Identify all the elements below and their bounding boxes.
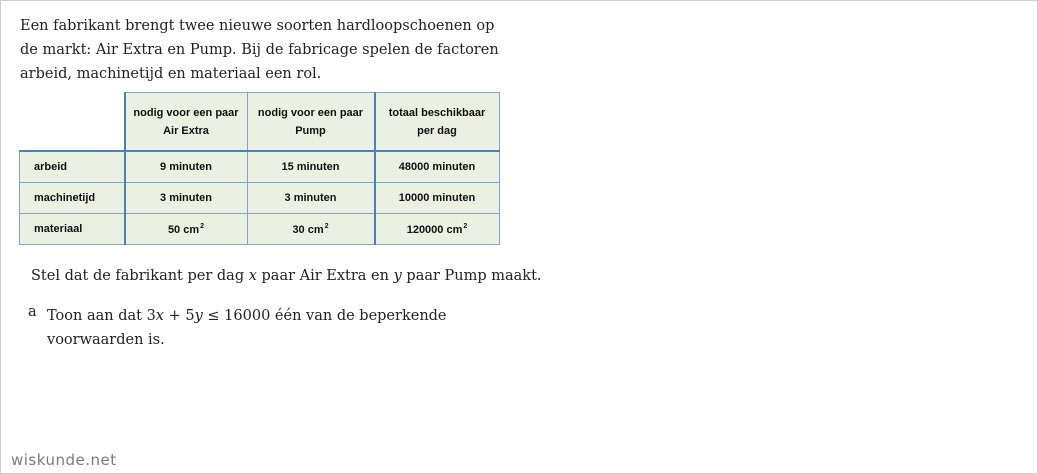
row-label-materiaal: materiaal — [20, 214, 125, 245]
header-total — [375, 93, 500, 152]
question-prefix: Stel dat de fabrikant per dag — [31, 268, 249, 284]
formula-coef-y: 5 — [185, 308, 195, 324]
cell-machinetijd-pump: 3 minuten — [247, 183, 375, 214]
cell-arbeid-pump: 15 minuten — [247, 151, 375, 183]
header-air-extra-line1: nodig voor een paar — [133, 106, 239, 119]
cell-machinetijd-total: 10000 minuten — [375, 183, 500, 214]
header-total-line2: per dag — [417, 124, 457, 137]
unit-exponent: 2 — [324, 222, 329, 230]
question-var-y: y — [393, 268, 402, 284]
subquestion-suffix: één van de beperkende voorwaarden is. — [47, 308, 447, 348]
formula-var-y: y — [194, 308, 203, 324]
header-total-line1: totaal beschikbaar — [388, 106, 486, 119]
header-air-extra-line2: Air Extra — [163, 124, 209, 137]
cell-materiaal-air-extra — [125, 214, 248, 245]
unit-exponent: 2 — [463, 222, 468, 230]
production-table — [19, 92, 500, 245]
intro-paragraph: Een fabrikant brengt twee nieuwe soorten hardloopschoenen op de markt: Air Extra en Pump. Bij de fabricage spelen de factoren arbeid, machinetijd en materiaal een rol. — [20, 18, 499, 82]
subquestion-letter: a — [28, 304, 37, 320]
formula-bound: 16000 — [224, 308, 271, 324]
table-row — [20, 183, 500, 214]
row-label-arbeid: arbeid — [20, 151, 125, 183]
cell-materiaal-air-extra-value: 50 cm — [167, 223, 200, 236]
question-middle: paar Air Extra en — [256, 268, 394, 284]
cell-machinetijd-air-extra: 3 minuten — [125, 183, 248, 214]
cell-materiaal-pump — [247, 214, 375, 245]
cell-arbeid-air-extra: 9 minuten — [125, 151, 248, 183]
header-pump-line2: Pump — [295, 124, 326, 137]
header-air-extra — [125, 93, 248, 152]
header-pump — [247, 93, 375, 152]
site-watermark: wiskunde.net — [11, 451, 117, 469]
formula-coef-x: 3 — [146, 308, 156, 324]
header-pump-line1: nodig voor een paar — [257, 106, 364, 119]
subquestion-text — [47, 304, 467, 352]
formula-relation: ≤ — [202, 308, 225, 324]
inequality-formula — [147, 308, 271, 324]
unit-exponent: 2 — [200, 222, 205, 230]
cell-materiaal-total — [375, 214, 500, 245]
question-var-x: x — [248, 268, 257, 284]
formula-var-x: x — [155, 308, 164, 324]
table-header-row — [20, 93, 500, 152]
cell-materiaal-pump-value: 30 cm — [292, 223, 324, 236]
question-suffix: paar Pump maakt. — [401, 268, 542, 284]
table-row — [20, 151, 500, 183]
cell-arbeid-total: 48000 minuten — [375, 151, 500, 183]
row-label-machinetijd: machinetijd — [20, 183, 125, 214]
question-paragraph — [31, 268, 542, 284]
subquestion-prefix: Toon aan dat — [47, 308, 147, 324]
formula-plus: + — [163, 308, 186, 324]
cell-materiaal-total-value: 120000 cm — [406, 223, 463, 236]
table-row — [20, 214, 500, 245]
table-corner-cell — [20, 93, 125, 152]
